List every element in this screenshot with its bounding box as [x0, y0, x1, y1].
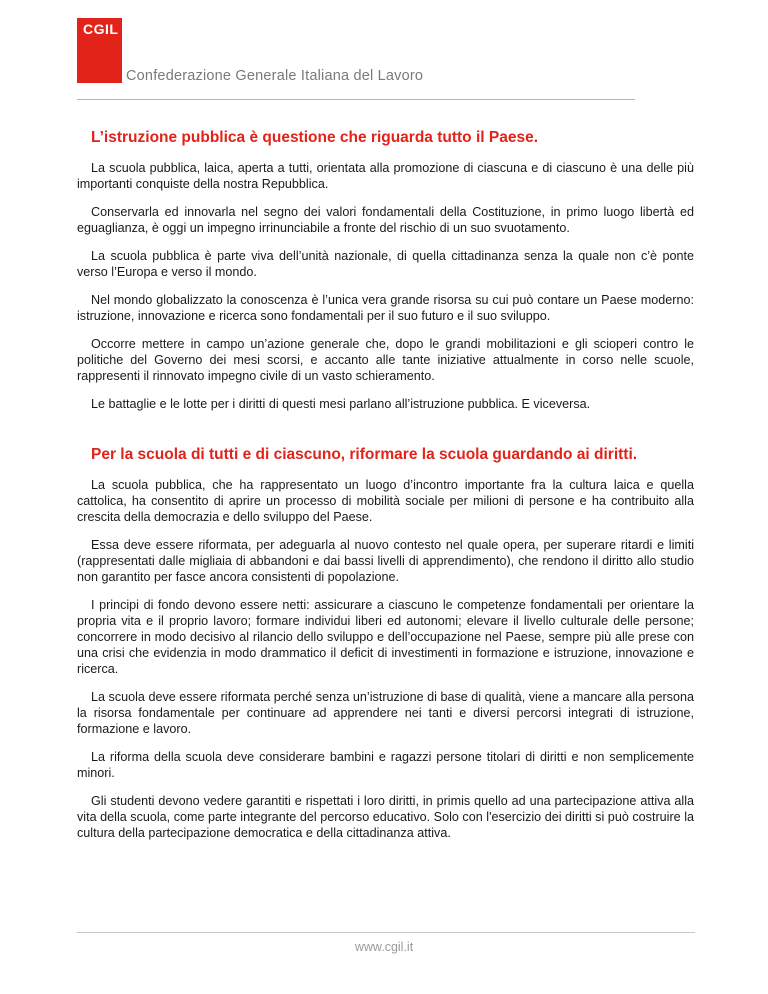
footer-website-url: www.cgil.it: [354, 940, 414, 954]
cgil-logo: [77, 18, 122, 83]
paragraph: Nel mondo globalizzato la conoscenza è l’unica vera grande risorsa su cui può contare un Paese moderno: istruzione, innovazione e ricerca sono fondamentali per il suo futuro e il suo sviluppo.: [77, 293, 694, 323]
document-body: [77, 128, 694, 853]
section-heading: L’istruzione pubblica è questione che riguarda tutto il Paese.: [91, 129, 539, 146]
paragraph: Essa deve essere riformata, per adeguarla al nuovo contesto nel quale opera, per superare ritardi e limiti (rappresentati dalle migliaia di abbandoni e dai bassi livelli di apprendimento), che rendono il diritto allo studio non garantito per fasce ancora consistenti di popolazione.: [77, 538, 694, 584]
section-school-reform: [77, 445, 694, 841]
logo-text: CGIL: [83, 21, 119, 37]
paragraph: I principi di fondo devono essere netti: assicurare a ciascuno le competenze fondamentali per orientare la propria vita e il proprio lavoro; formare individui liberi ed autonomi; elevare il livello culturale delle persone; concorrere in modo decisivo al rilancio dello sviluppo e dell’occupazione nel Paese, sempre più alle prese con una crisi che evidenzia in modo drammatico il deficit di investimenti in formazione e istruzione, innovazione e ricerca.: [77, 598, 694, 676]
paragraph: La scuola deve essere riformata perché senza un’istruzione di base di qualità, viene a mancare alla persona la risorsa fondamentale per continuare ad apprendere nei tanti e diversi percorsi integrati di istruzione, formazione e lavoro.: [77, 690, 694, 736]
paragraph: Gli studenti devono vedere garantiti e rispettati i loro diritti, in primis quello ad una partecipazione attiva alla vita della scuola, come parte integrante del percorso educativo. Solo con l'esercizio dei diritti si può costruire la cultura della partecipazione democratica e della cittadinanza attiva.: [77, 794, 694, 840]
section-public-education: [77, 128, 694, 412]
paragraph: La riforma della scuola deve considerare bambini e ragazzi persone titolari di diritti e non semplicemente minori.: [77, 750, 694, 780]
paragraph: La scuola pubblica, che ha rappresentato un luogo d’incontro importante fra la cultura laica e quella cattolica, ha consentito di aprire un processo di mobilità sociale per milioni di persone e ha contribuito alla crescita della democrazia e dello sviluppo del Paese.: [77, 478, 694, 524]
paragraph: La scuola pubblica è parte viva dell’unità nazionale, di quella cittadinanza senza la quale non c’è ponte verso l’Europa e verso il mondo.: [77, 249, 694, 279]
paragraph: Occorre mettere in campo un’azione generale che, dopo le grandi mobilitazioni e gli scioperi contro le politiche del Governo dei mesi scorsi, e accanto alle tante iniziative attualmente in corso nelle scuole, rappresenti il rinnovato impegno civile di un vasto schieramento.: [77, 337, 694, 383]
organization-name: Confederazione Generale Italiana del Lavoro: [126, 68, 424, 84]
paragraph: Conservarla ed innovarla nel segno dei valori fondamentali della Costituzione, in primo luogo libertà ed eguaglianza, è oggi un impegno irrinunciabile a fronte del rischio di un suo svuotamento.: [77, 205, 694, 235]
section-heading: Per la scuola di tutti e di ciascuno, riformare la scuola guardando ai diritti.: [91, 446, 638, 463]
header-divider: [77, 99, 635, 100]
paragraph: Le battaglie e le lotte per i diritti di questi mesi parlano all’istruzione pubblica. E viceversa.: [91, 397, 591, 411]
footer-divider: [77, 932, 695, 933]
paragraph: La scuola pubblica, laica, aperta a tutti, orientata alla promozione di ciascuna e di ciascuno è una delle più importanti conquiste della nostra Repubblica.: [77, 161, 694, 191]
